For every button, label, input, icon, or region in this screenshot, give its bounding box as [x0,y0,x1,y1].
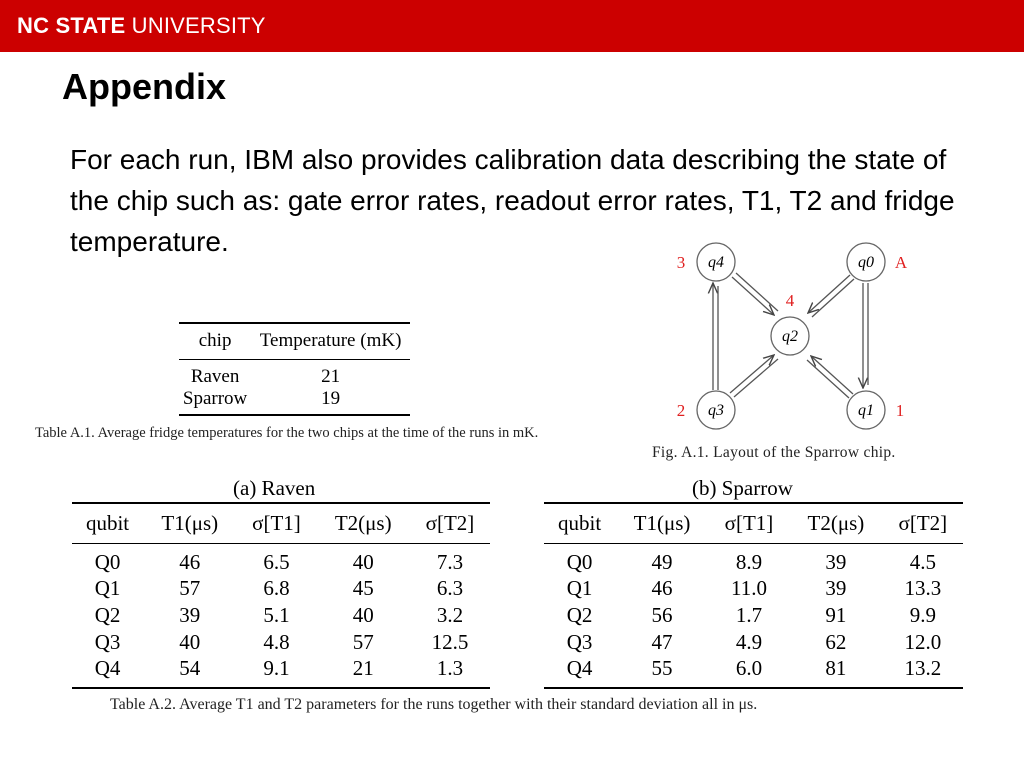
table-cell: 4.9 [735,629,763,654]
column-header: σ[T1] [709,503,789,543]
column-header: T2(μs) [789,503,883,543]
table-header-row [72,503,490,543]
table-header-row [544,503,963,543]
table-cell: 55 [615,656,709,688]
table-cell: 6.8 [263,575,290,600]
table-row [72,629,490,656]
table-row [72,543,490,575]
table-cell: 46 [651,575,673,600]
table-row [544,656,963,688]
edge-q1-q2-inner [807,360,849,398]
table-cell: 21 [317,656,410,688]
table-row [544,629,963,656]
table-cell: 1.3 [410,656,490,688]
table-row [179,388,410,415]
node-label-q0: q0 [858,254,874,271]
column-header: T2(μs) [317,503,410,543]
table-a2-caption: Table A.2. Average T1 and T2 parameters for the runs together with their standard deviation all in μs. [110,696,758,713]
table-row [72,602,490,629]
edge-q1-q2 [811,356,853,394]
sparrow-layout-diagram [660,230,960,440]
table-cell: 6.5 [263,549,290,574]
column-header: chip [179,323,251,359]
slide-title: Appendix [62,66,227,107]
node-label-q4: q4 [708,254,724,271]
table-cell: 3.2 [436,602,464,627]
table-cell: 40 [352,549,374,574]
table-cell: Q2 [566,602,593,627]
table-cell: Q0 [94,549,121,574]
table-cell: Q4 [544,656,615,688]
node-label-q1: q1 [858,402,874,419]
column-header: T1(μs) [615,503,709,543]
node-tag-q4: 3 [676,253,686,272]
table-cell: 13.2 [883,656,963,688]
table-cell: 40 [352,602,374,627]
table-cell: 47 [651,629,673,654]
table-header-row [179,323,410,359]
node-tag-q1: 1 [895,401,905,420]
table-cell: Q0 [566,549,593,574]
table-cell: 11.0 [730,575,767,600]
table-cell: 9.1 [236,656,316,688]
table-cell: Q4 [72,656,143,688]
table-row [544,543,963,575]
table-cell: 40 [179,629,201,654]
table-cell: 81 [789,656,883,688]
table-cell: 12.0 [904,629,942,654]
edge-q3-q2-inner [734,359,778,397]
table-cell: Q2 [94,602,121,627]
sparrow-table-title: (b) Sparrow [692,476,793,500]
column-header: T1(μs) [143,503,236,543]
university-logo [17,13,266,39]
table-cell: 56 [651,602,673,627]
table-cell: 7.3 [436,549,464,574]
edge-q3-q2 [730,355,774,393]
table-cell: 8.9 [735,549,763,574]
raven-table-title: (a) Raven [233,476,316,500]
table-cell: 46 [179,549,201,574]
table-cell: 12.5 [431,629,469,654]
table-row [72,575,490,602]
table-cell: Q1 [94,575,121,600]
node-tag-q3: 2 [676,401,686,420]
table-cell: 54 [143,656,236,688]
logo-bold-text: NC STATE [17,13,126,38]
table-cell: 62 [825,629,847,654]
sparrow-table [544,502,963,689]
table-cell: 4.5 [909,549,936,574]
raven-table [72,502,490,689]
table-cell: 13.3 [904,575,942,600]
fig-a1-caption: Fig. A.1. Layout of the Sparrow chip. [652,444,896,461]
table-cell: 39 [825,575,847,600]
edge-q4-q2 [732,277,774,315]
table-cell: 91 [825,602,847,627]
table-cell: Q1 [566,575,593,600]
column-header: qubit [544,503,615,543]
table-cell: 5.1 [263,602,290,627]
table-cell: Q3 [566,629,593,654]
table-cell: 1.7 [735,602,763,627]
logo-rest-text: UNIVERSITY [131,13,266,38]
table-cell: 6.0 [709,656,789,688]
table-cell: Q3 [94,629,121,654]
table-cell: 39 [825,549,847,574]
table-cell: 4.8 [263,629,290,654]
table-cell: 19 [251,388,410,415]
table-row [72,656,490,688]
column-header: Temperature (mK) [251,323,410,359]
table-cell: Raven [190,365,240,387]
node-tag-q0: A [894,253,908,272]
table-a1-caption: Table A.1. Average fridge temperatures for the two chips at the time of the runs in mK. [35,425,539,441]
column-header: σ[T2] [883,503,963,543]
header-banner [0,0,1024,52]
table-cell: 6.3 [436,575,464,600]
table-cell: Sparrow [179,388,251,415]
node-tag-q2: 4 [785,291,795,310]
table-cell: 49 [651,549,673,574]
column-header: σ[T1] [236,503,316,543]
node-label-q2: q2 [782,328,798,345]
node-label-q3: q3 [708,402,724,419]
edge-q4-q2-inner [736,273,778,311]
table-row [544,602,963,629]
table-cell: 57 [179,575,201,600]
table-cell: 9.9 [909,602,936,627]
intro-paragraph: For each run, IBM also provides calibration data describing the state of the chip such as: gate error rates, readout error rates, T1, T2 and fridge temperature. [70,144,955,257]
table-cell: 39 [179,602,201,627]
table-cell: 57 [352,629,374,654]
table-cell: 21 [321,365,341,387]
column-header: σ[T2] [410,503,490,543]
column-header: qubit [72,503,143,543]
temperature-table [179,322,410,416]
edge-q0-q2-inner [812,279,854,317]
table-cell: 45 [352,575,374,600]
table-row [544,575,963,602]
edge-q0-q2 [808,275,850,313]
table-row [179,359,410,388]
